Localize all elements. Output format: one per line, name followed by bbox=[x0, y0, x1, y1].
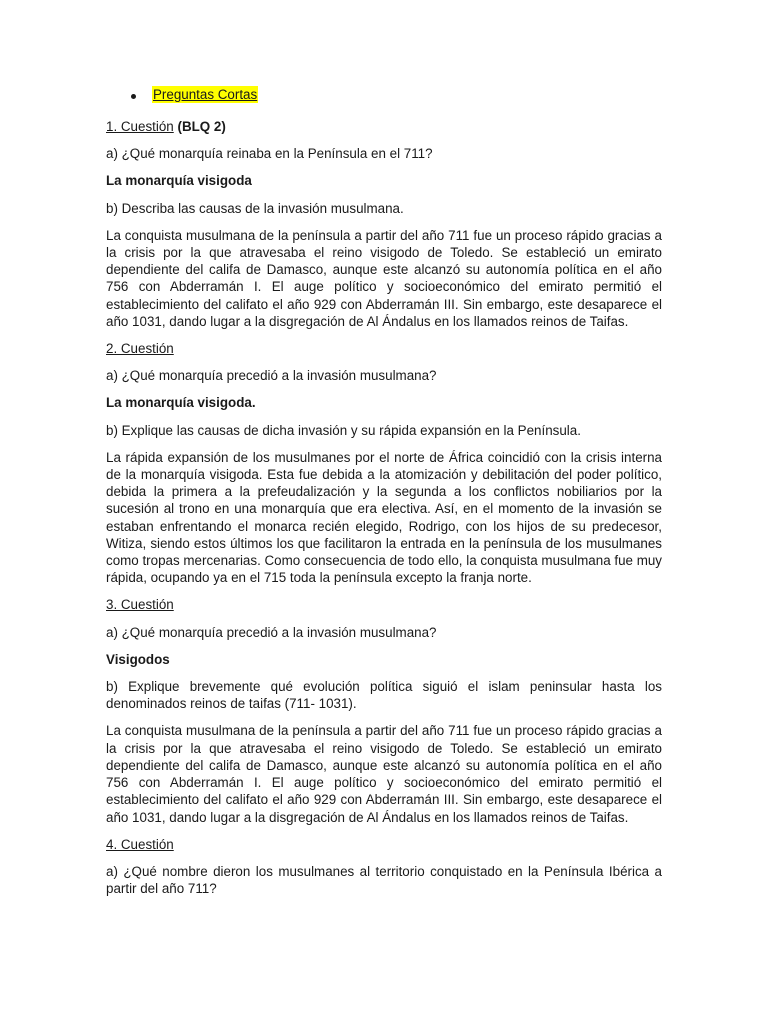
section-1-block-tag: (BLQ 2) bbox=[177, 119, 226, 134]
section-1-question-b: b) Describa las causas de la invasión musulmana. bbox=[106, 200, 404, 216]
section-2-heading bbox=[106, 340, 662, 357]
section-4-question-a: a) ¿Qué nombre dieron los musulmanes al territorio conquistado en la Península Ibérica a partir del año 711? bbox=[106, 863, 662, 897]
section-3-question-a: a) ¿Qué monarquía precedió a la invasión musulmana? bbox=[106, 624, 437, 640]
bullet-item bbox=[106, 87, 662, 110]
section-1-heading bbox=[106, 118, 662, 135]
section-2-answer-b: La rápida expansión de los musulmanes por el norte de África coincidió con la crisis interna de la monarquía visigoda. Esta fue debida a la atomización y debilitación del poder político, debida la primera a la prefeudalización y la segunda a los conflictos nobiliarios por la sucesión al trono en una monarquía que era electiva. Así, en el momento de la invasión se estaban enfrentando el monarca recién elegido, Rodrigo, con los hijos de su predecesor, Witiza, siendo estos últimos los que facilitaron la entrada en la península de los musulmanes como tropas mercenarias. Como consecuencia de todo ello, la conquista musulmana fue muy rápida, ocupando ya en el 715 toda la península excepto la franja norte. bbox=[106, 449, 662, 586]
section-3-answer-b: La conquista musulmana de la península a partir del año 711 fue un proceso rápido gracias a la crisis por la que atravesaba el reino visigodo de Toledo. Se estableció un emirato dependiente del califa de Damasco, aunque este alcanzó su autonomía política en el año 756 con Abderramán I. El auge político y socioeconómico del emirato permitió el establecimiento del califato el año 929 con Abderramán III. Sin embargo, este desaparece el año 1031, dando lugar a la disgregación de Al Ándalus en los llamados reinos de Taifas. bbox=[106, 723, 662, 825]
section-3-answer-a: Visigodos bbox=[106, 651, 170, 667]
section-3-title: 3. Cuestión bbox=[106, 597, 174, 613]
section-2-question-a: a) ¿Qué monarquía precedió a la invasión musulmana? bbox=[106, 368, 437, 384]
section-1-title: 1. Cuestión bbox=[106, 119, 174, 134]
section-1-answer-a: La monarquía visigoda bbox=[106, 173, 252, 189]
bullet-highlighted-label: Preguntas Cortas bbox=[153, 87, 258, 102]
section-1-answer-b: La conquista musulmana de la península a partir del año 711 fue un proceso rápido gracias a la crisis por la que atravesaba el reino visigodo de Toledo. Se estableció un emirato dependiente del califa de Damasco, aunque este alcanzó su autonomía política en el año 756 con Abderramán I. El auge político y socioeconómico del emirato permitió el establecimiento del califato el año 929 con Abderramán III. Sin embargo, este desaparece el año 1031, dando lugar a la disgregación de Al Ándalus en los llamados reinos de Taifas. bbox=[106, 227, 662, 329]
section-2-question-b: b) Explique las causas de dicha invasión y su rápida expansión en la Península. bbox=[106, 422, 581, 438]
section-3-heading bbox=[106, 596, 662, 613]
section-3-question-b: b) Explique brevemente qué evolución política siguió el islam peninsular hasta los denominados reinos de taifas (711- 1031). bbox=[106, 679, 662, 712]
bullet-dot-icon bbox=[131, 94, 136, 99]
section-2-title: 2. Cuestión bbox=[106, 341, 174, 357]
section-4-heading bbox=[106, 836, 662, 853]
section-2-answer-a: La monarquía visigoda. bbox=[106, 395, 256, 411]
section-1-question-a: a) ¿Qué monarquía reinaba en la Península en el 711? bbox=[106, 146, 433, 162]
section-4-title: 4. Cuestión bbox=[106, 836, 174, 852]
document-page bbox=[106, 87, 662, 907]
